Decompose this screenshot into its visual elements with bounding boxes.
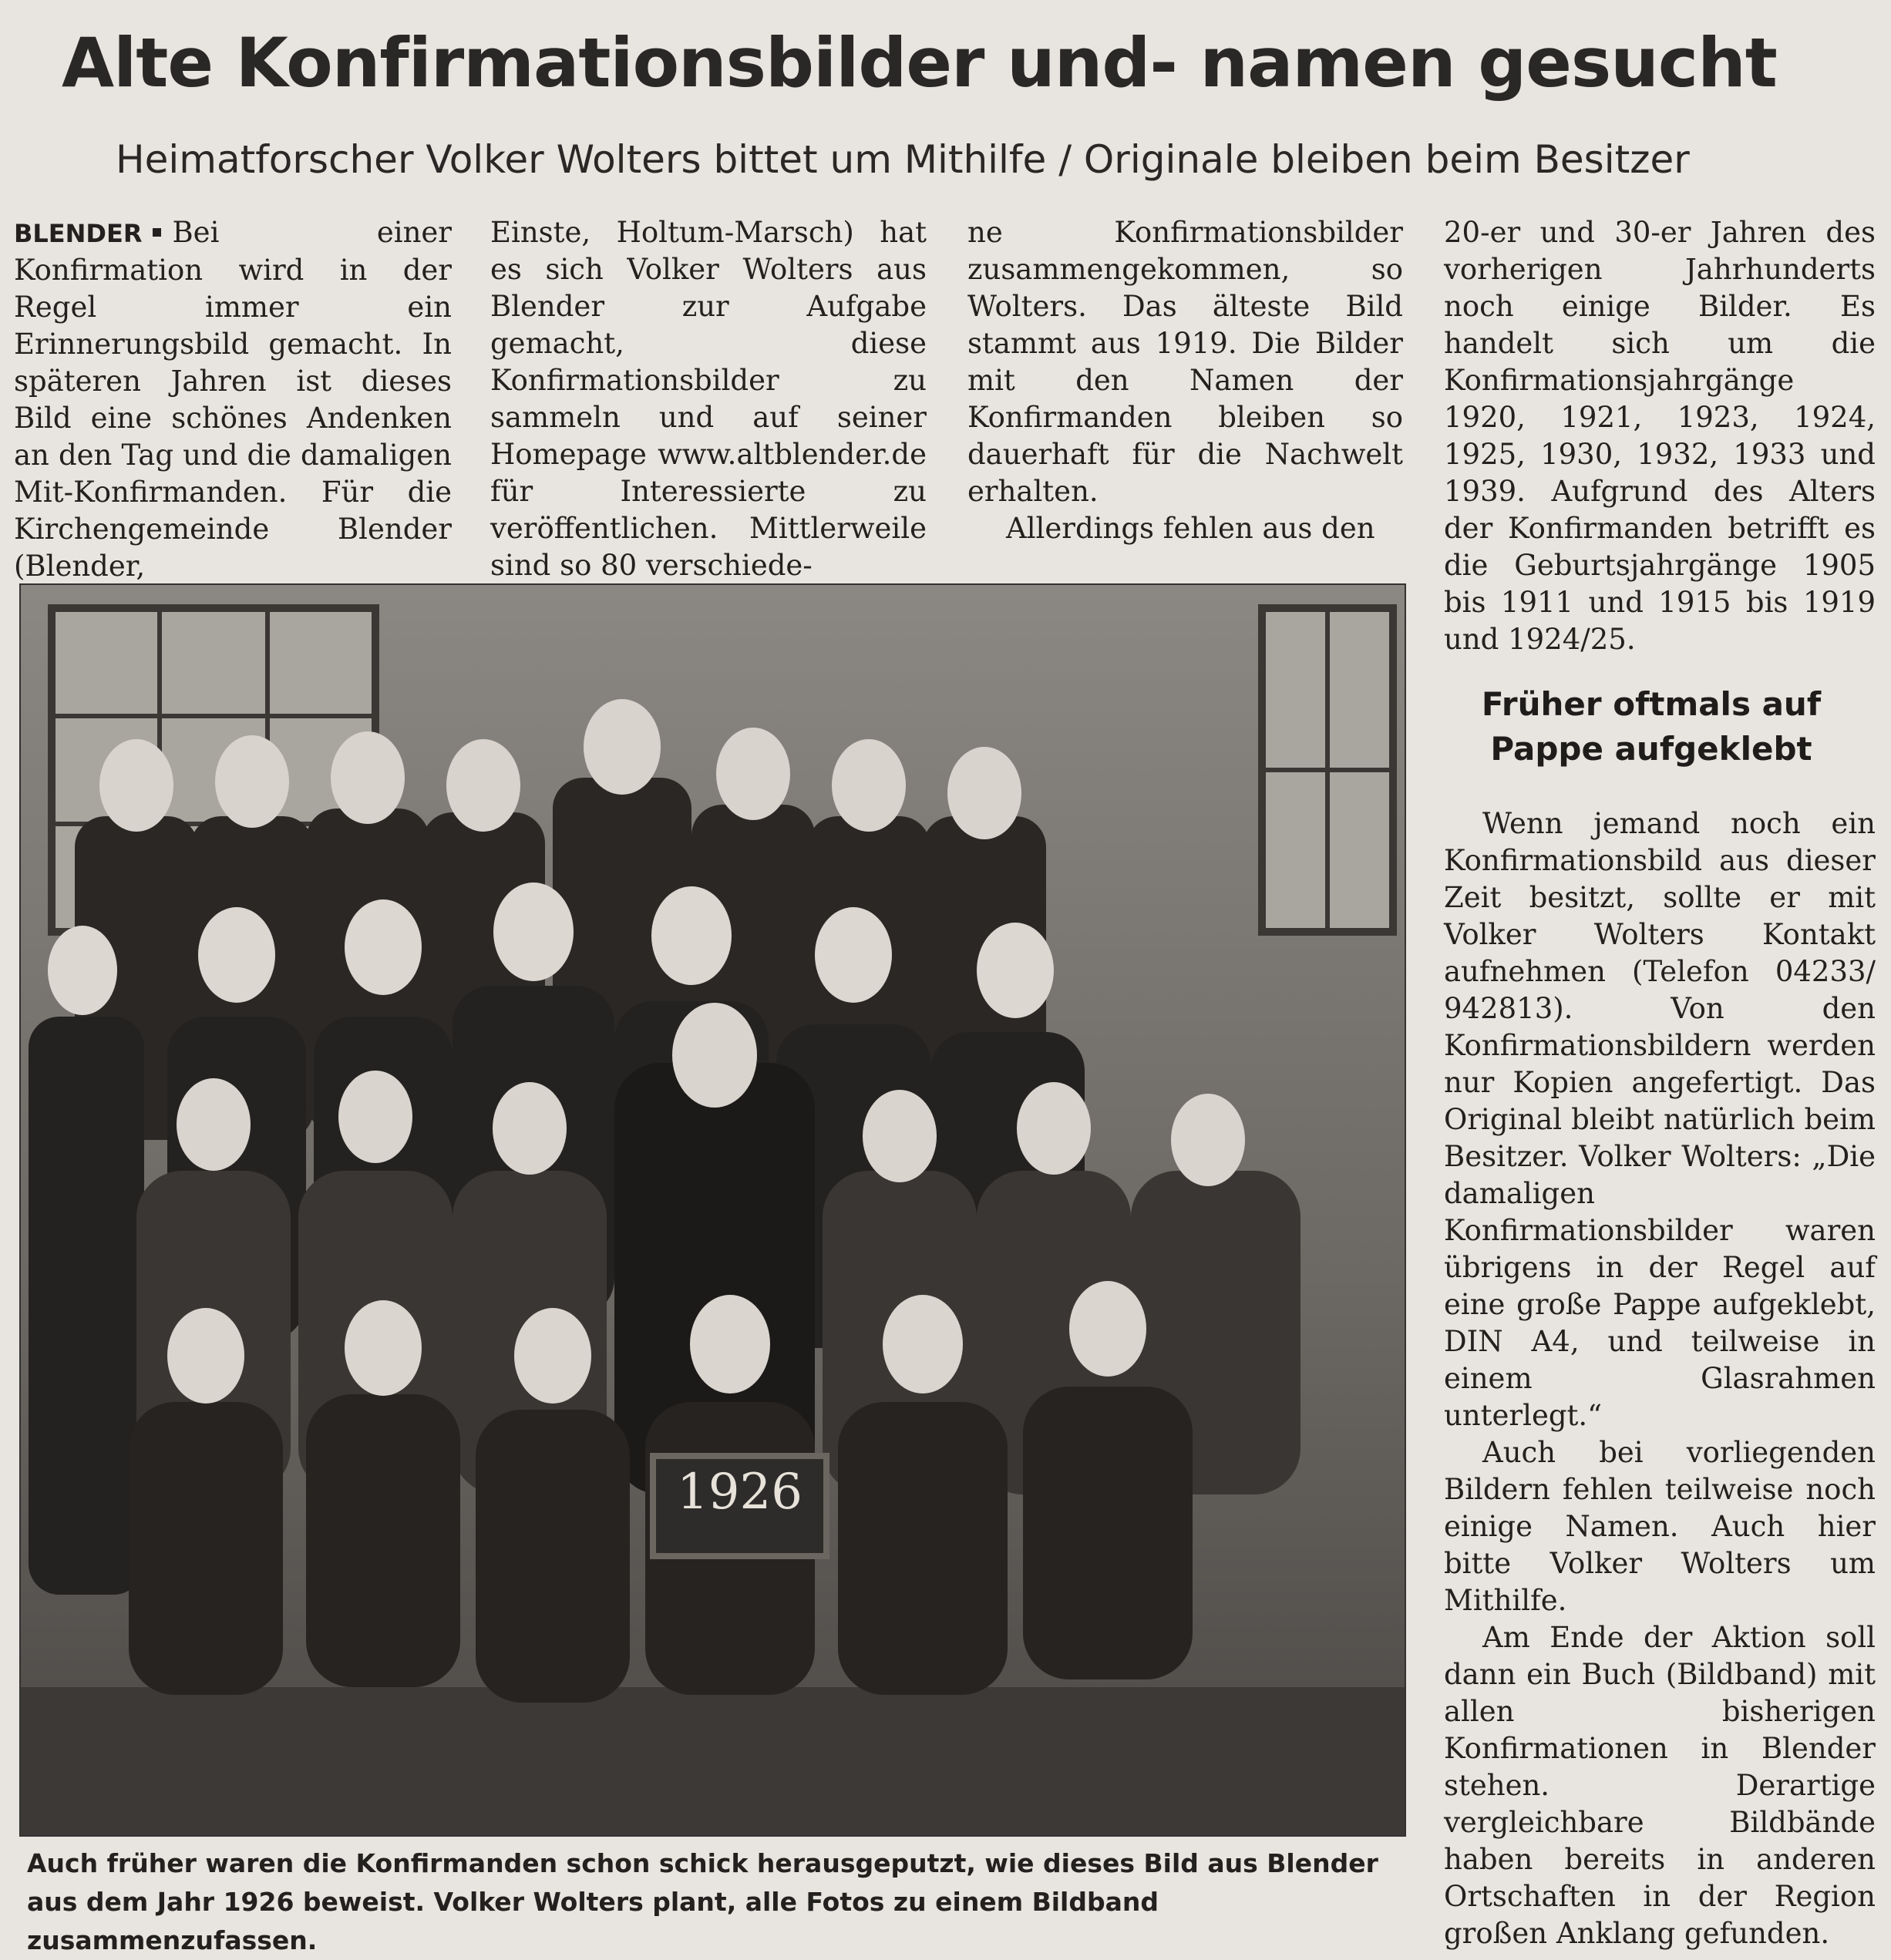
column-3-paragraph-2: Allerdings fehlen aus den <box>1006 512 1375 545</box>
column-4-paragraph-1: 20-er und 30-er Jahren des vorherigen Jahrhunderts noch einige Bilder. Es handelt sich um die Konfirmationsjahrgänge 1920, 1921, 1923, 1924, 1925, 1930, 1932, 1933 und 1939. Aufgrund des Alters der Konfirmanden betrifft es die Geburtsjahrgänge 1905 bis 1911 und 1915 bis 1919 und 1924/25. <box>1444 216 1876 656</box>
article-column-1 <box>14 214 452 585</box>
photo-caption: Auch früher waren die Konfirmanden schon schick herausgeputzt, wie dieses Bild aus Blender aus dem Jahr 1926 beweist. Volker Wolters plant, alle Fotos zu einem Bildband zusammenzufassen. <box>27 1848 1378 1955</box>
group-photo-illustration <box>21 585 1405 1835</box>
square-bullet-icon <box>153 228 161 237</box>
article-column-2 <box>490 214 927 584</box>
column-4-paragraph-3: Auch bei vorliegenden Bildern fehlen teilweise noch einige Namen. Auch hier bitte Volker Wolters um Mithilfe. <box>1444 1436 1876 1617</box>
article-column-4-top <box>1444 214 1876 658</box>
article-column-4-bottom <box>1444 805 1876 1952</box>
column-4-paragraph-4: Am Ende der Aktion soll dann ein Buch (Bildband) mit allen bisherigen Konfirmationen in Blender stehen. Derartige vergleichbare Bildbände haben bereits in anderen Ortschaften in der Region großen Anklang gefunden. <box>1444 1621 1876 1950</box>
column-4-paragraph-2: Wenn jemand noch ein Konfirmationsbild aus dieser Zeit besitzt, sollte er mit Volker Wolters Kontakt aufnehmen (Telefon 04233/ 942813). Von den Konfirmationsbildern werden nur Kopien angefertigt. Das Original bleibt natürlich beim Besitzer. Volker Wolters: „Die damaligen Konfirmationsbilder waren übrigens in der Regel auf eine große Pappe aufgeklebt, DIN A4, und teilweise in einem Glasrahmen unterlegt.“ <box>1444 807 1876 1432</box>
article-subheadline: Heimatforscher Volker Wolters bittet um Mithilfe / Originale bleiben beim Besitzer <box>116 137 1690 182</box>
column-1-text: Bei einer Konfirmation wird in der Regel immer ein Erinnerungsbild gemacht. In späteren Jahren ist dieses Bild eine schönes Andenken an den Tag und die damaligen Mit-Konfirmanden. Für die Kirchengemeinde Blender (Blender, <box>14 216 452 583</box>
article-headline: Alte Konfirmationsbilder und- namen gesucht <box>62 23 1777 103</box>
column-3-paragraph-1: ne Konfirmationsbilder zusammengekommen, so Wolters. Das älteste Bild stammt aus 1919. Die Bilder mit den Namen der Konfirmanden bleiben so dauerhaft für die Nachwelt erhalten. <box>967 216 1403 508</box>
photo-slate-text: 1926 <box>677 1464 802 1521</box>
crosshead: Früher oftmals auf Pappe aufgeklebt <box>1481 685 1822 768</box>
column-2-text: Einste, Holtum-Marsch) hat es sich Volker Wolters aus Blender zur Aufgabe gemacht, diese Konfirmationsbilder zu sammeln und auf seiner Homepage www.altblender.de für Interessierte zu veröffentlichen. Mittlerweile sind so 80 verschiede- <box>490 216 927 582</box>
article-column-3 <box>967 214 1403 547</box>
dateline: BLENDER <box>14 219 143 248</box>
confirmation-group-photo <box>19 583 1406 1837</box>
